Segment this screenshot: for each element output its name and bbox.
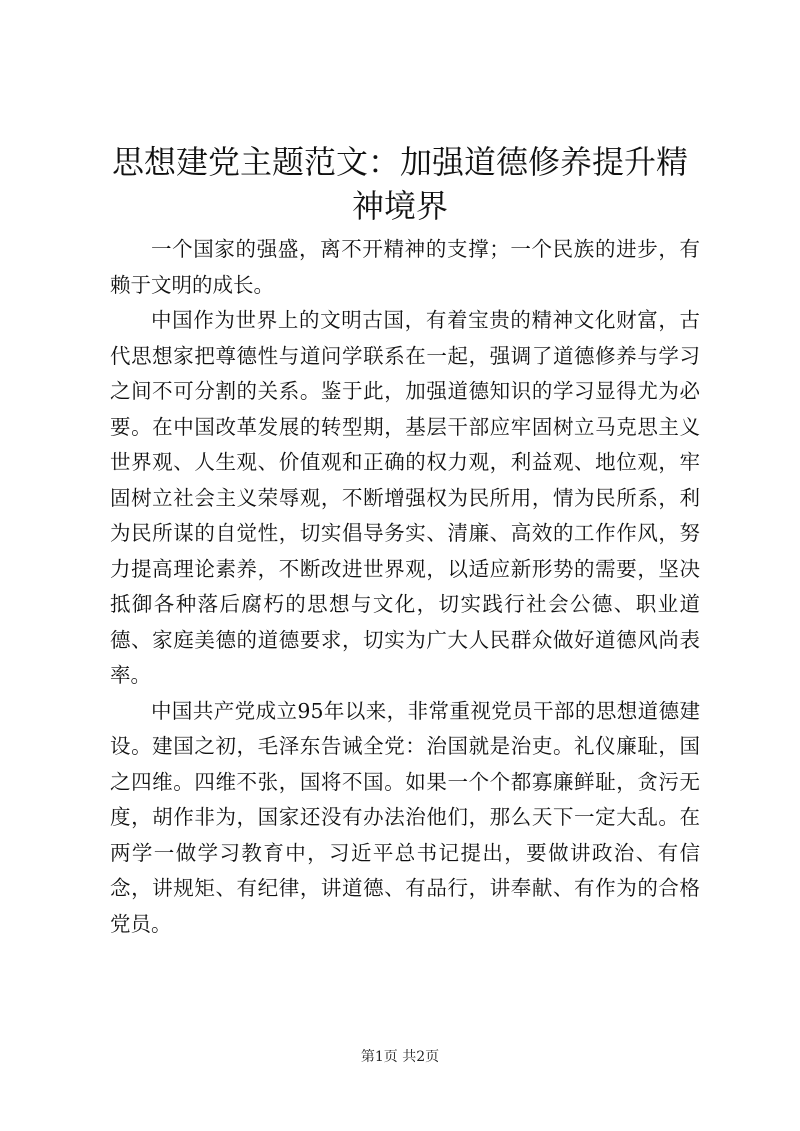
paragraph-3: 中国共产党成立95年以来，非常重视党员干部的思想道德建设。建国之初，毛泽东告诫全党：治国就是治吏。礼仪廉耻，国之四维。四维不张，国将不国。如果一个个都寡廉鲜耻，贪污无度，胡作非为，国家还没有办法治他们，那么天下一定大乱。在两学一做学习教育中，习近平总书记提出，要做讲政治、有信念，讲规矩、有纪律，讲道德、有品行，讲奉献、有作为的合格党员。 xyxy=(110,698,700,936)
document-body xyxy=(110,232,700,942)
document-title: 思想建党主题范文：加强道德修养提升精神境界 xyxy=(111,143,688,225)
paragraph-1: 一个国家的强盛，离不开精神的支撑；一个民族的进步，有赖于文明的成长。 xyxy=(110,237,700,297)
paragraph-2: 中国作为世界上的文明古国，有着宝贵的精神文化财富，古代思想家把尊德性与道问学联系在一起，强调了道德修养与学习之间不可分割的关系。鉴于此，加强道德知识的学习显得尤为必要。在中国改革发展的转型期，基层干部应牢固树立马克思主义世界观、人生观、价值观和正确的权力观，利益观、地位观，牢固树立社会主义荣辱观，不断增强权为民所用，情为民所系，利为民所谋的自觉性，切实倡导务实、清廉、高效的工作作风，努力提高理论素养，不断改进世界观，以适应新形势的需要，坚决抵御各种落后腐朽的思想与文化，切实践行社会公德、职业道德、家庭美德的道德要求，切实为广大人民群众做好道德风尚表率。 xyxy=(110,308,700,687)
page-number-footer: 第1页 共2页 xyxy=(360,1049,440,1065)
